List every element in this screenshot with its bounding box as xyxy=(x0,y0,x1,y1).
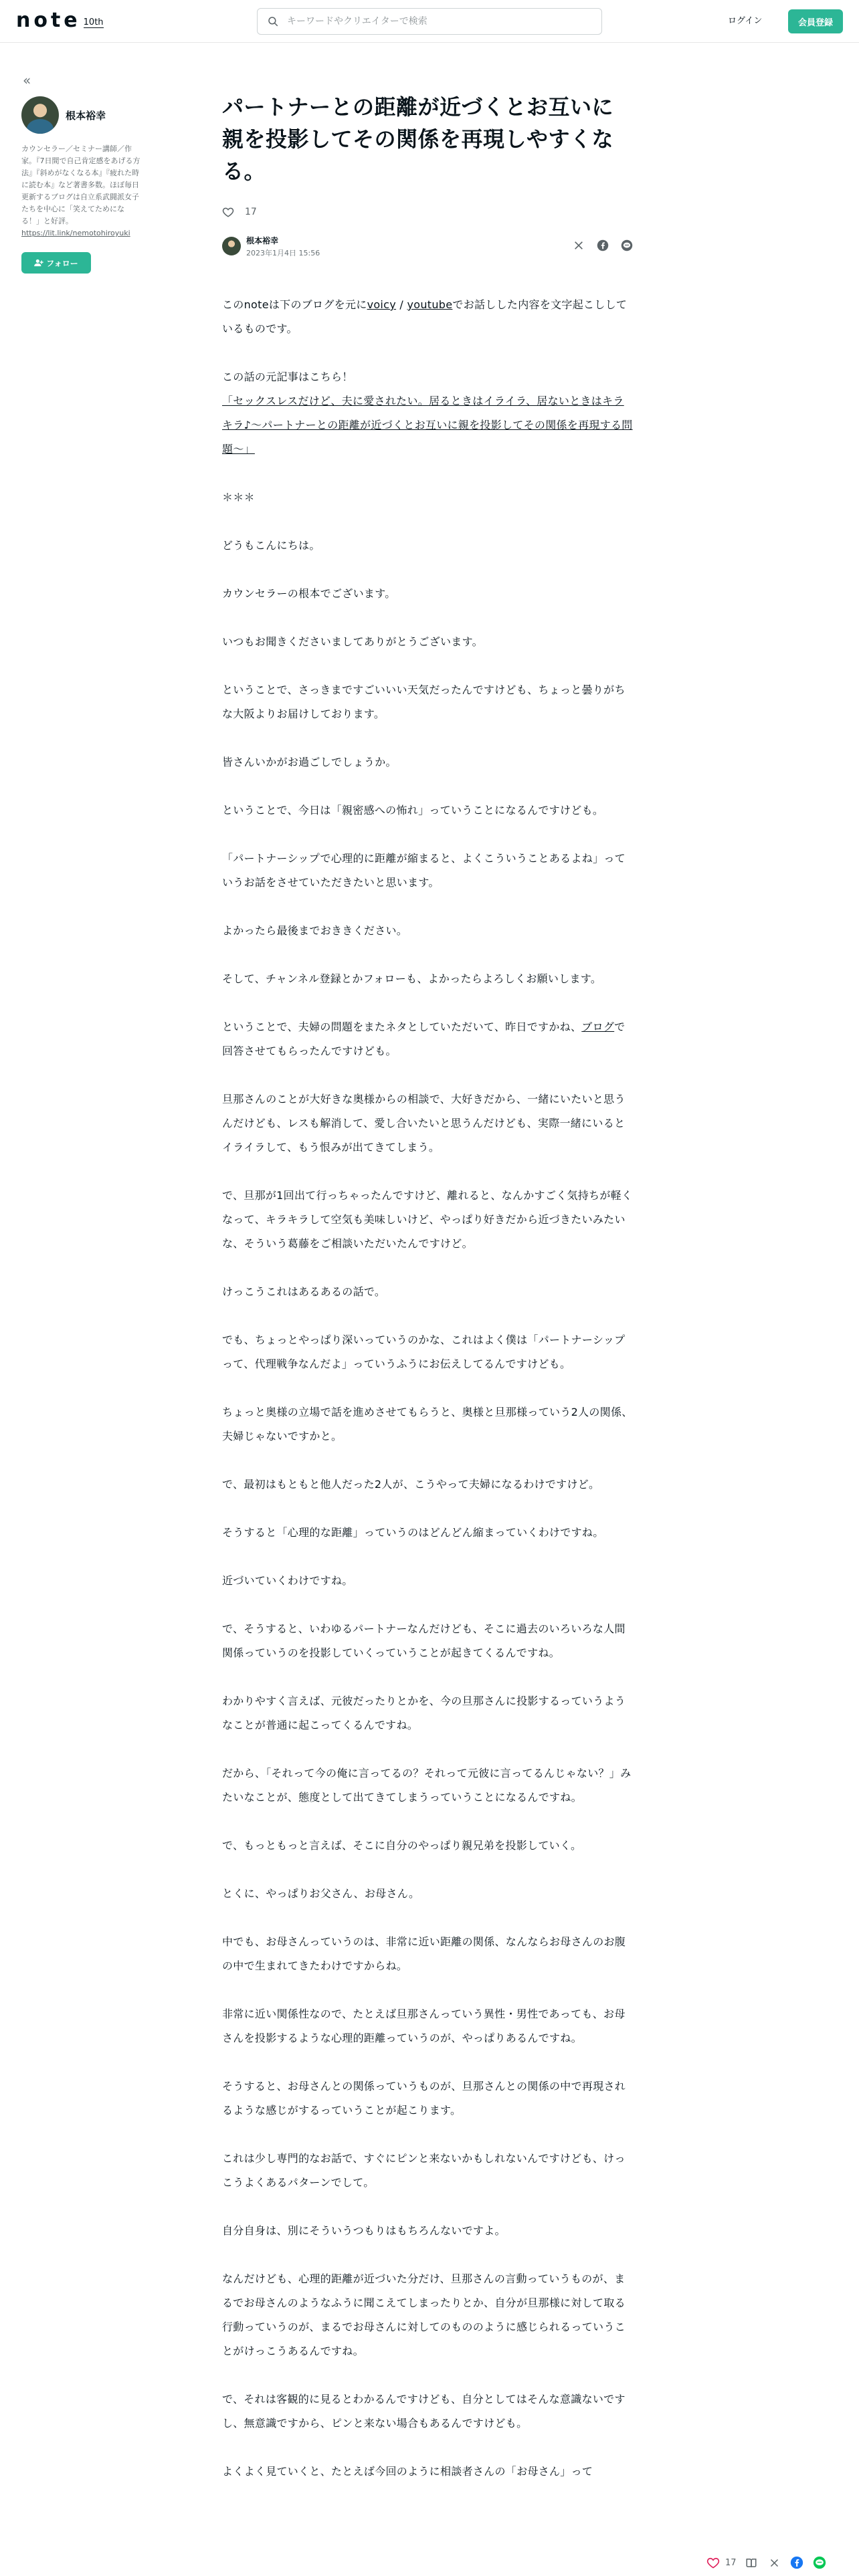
paragraph: ＊＊＊ xyxy=(222,491,255,504)
paragraph: そうすると、お母さんとの関係っていうものが、旦那さんとの関係の中で再現されるような感じがするっていうことが起こります。 xyxy=(222,2080,626,2117)
meta-author-avatar[interactable] xyxy=(222,237,241,255)
share-buttons xyxy=(571,238,634,253)
x-share-icon[interactable] xyxy=(571,238,586,253)
paragraph: これは少し専門的なお話で、すぐにピンと来ないかもしれないんですけども、けっこうよくあるパターンでして。 xyxy=(222,2152,626,2189)
paragraph: このnoteは下のブログを元にvoicy / youtubeでお話しした内容を文字起こししているものです。 xyxy=(222,298,628,335)
search-box[interactable] xyxy=(257,8,602,35)
bottom-line-share-icon[interactable] xyxy=(812,2555,827,2570)
paragraph: 旦那さんのことが大好きな奥様からの相談で、大好きだから、一緒にいたいと思うんだけども、レスも解消して、愛し合いたいと思うんだけども、実際一緒にいるとイライラして、もう恨みが出てきてしまう。 xyxy=(222,1093,626,1154)
paragraph: だから、「それって今の俺に言ってるの？それって元彼に言ってるんじゃない？」みたいなことが、態度として出てきてしまうっていうことになるんですね。 xyxy=(222,1767,632,1804)
paragraph: わかりやすく言えば、元彼だったりとかを、今の旦那さんに投影するっていうようなことが普通に起こってくるんですね。 xyxy=(222,1695,626,1731)
paragraph: そして、チャンネル登録とかフォローも、よかったらよろしくお願いします。 xyxy=(222,972,602,985)
author-sidebar xyxy=(21,72,142,274)
paragraph: で、もっともっと言えば、そこに自分のやっぱり親兄弟を投影していく。 xyxy=(222,1839,582,1852)
paragraph: この話の元記事はこちら！ 「セックスレスだけど、夫に愛されたい。居るときはイライラ、居ないときはキラキラ♪〜パートナーとの距離が近づくとお互いに親を投影してその関係を再現する問題〜」 xyxy=(222,370,633,455)
bottom-like-count: 17 xyxy=(725,2557,737,2568)
original-article-link[interactable]: 「セックスレスだけど、夫に愛されたい。居るときはイライラ、居ないときはキラキラ♪〜パートナーとの距離が近づくとお互いに親を投影してその関係を再現する問題〜」 xyxy=(222,395,633,455)
paragraph: そうすると「心理的な距離」っていうのはどんどん縮まっていくわけですね。 xyxy=(222,1526,604,1539)
paragraph: ということで、夫婦の問題をまたネタとしていただいて、昨日ですかね、ブログで回答させてもらったんですけども。 xyxy=(222,1021,626,1057)
paragraph: けっこうこれはあるあるの話で。 xyxy=(222,1285,386,1298)
like-area[interactable] xyxy=(222,206,634,218)
bottom-action-bar xyxy=(0,2549,859,2576)
paragraph: 中でも、お母さんっていうのは、非常に近い距離の関係、なんならお母さんのお腹の中で生まれてきたわけですからね。 xyxy=(222,1935,626,1972)
paragraph: ということで、さっきまですごいいい天気だったんですけども、ちょっと曇りがちな大阪よりお届けしております。 xyxy=(222,683,626,720)
like-count: 17 xyxy=(245,207,257,217)
paragraph: 非常に近い関係性なので、たとえば旦那さんっていう異性・男性であっても、お母さんを投影するような心理的距離っていうのが、やっぱりあるんですね。 xyxy=(222,2008,626,2044)
author-profile[interactable] xyxy=(21,96,142,134)
search-icon xyxy=(267,15,279,27)
logo-text: note xyxy=(16,9,81,32)
paragraph: で、それは客観的に見るとわかるんですけども、自分としてはそんな意識ないですし、無意識ですから、ピンと来ない場合もあるんですけども。 xyxy=(222,2393,626,2430)
heart-icon[interactable] xyxy=(222,206,234,218)
paragraph: ちょっと奥様の立場で話を進めさせてもらうと、奥様と旦那様っていう2人の関係、夫婦じゃないですかと。 xyxy=(222,1406,633,1442)
blog-link[interactable]: ブログ xyxy=(581,1021,615,1033)
bottom-heart-icon[interactable] xyxy=(706,2556,720,2569)
follow-button[interactable] xyxy=(21,252,91,274)
publish-date: 2023年1月4日 15:56 xyxy=(246,248,320,257)
voicy-link[interactable]: voicy xyxy=(367,298,397,311)
line-share-icon[interactable] xyxy=(619,238,634,253)
paragraph: どうもこんにちは。 xyxy=(222,539,320,552)
paragraph: よかったら最後までおききください。 xyxy=(222,924,408,937)
login-link[interactable]: ログイン xyxy=(728,16,763,26)
bottom-x-share-icon[interactable] xyxy=(767,2555,781,2570)
note-logo[interactable] xyxy=(16,11,104,31)
facebook-share-icon[interactable] xyxy=(595,238,610,253)
paragraph: とくに、やっぱりお父さん、お母さん。 xyxy=(222,1887,420,1900)
paragraph: で、最初はもともと他人だった2人が、こうやって夫婦になるわけですけど。 xyxy=(222,1478,600,1491)
paragraph: でも、ちょっとやっぱり深いっていうのかな、これはよく僕は「パートナーシップって、代理戦争なんだよ」っていうふうにお伝えしてるんですけども。 xyxy=(222,1333,626,1370)
paragraph: ということで、今日は「親密感への怖れ」っていうことになるんですけども。 xyxy=(222,804,604,817)
meta-text xyxy=(246,235,320,258)
author-link[interactable]: https://lit.link/nemotohiroyuki xyxy=(21,229,130,237)
article-meta xyxy=(222,233,634,259)
paragraph: 皆さんいかがお過ごしでしょうか。 xyxy=(222,756,397,768)
meta-author-name[interactable]: 根本裕幸 xyxy=(246,235,279,245)
paragraph: で、旦那が1回出て行っちゃったんですけど、離れると、なんかすごく気持ちが軽くなって、キラキラして空気も美味しいけど、やっぱり好きだから近づきたいみたいな、そういう葛藤をご相談いただいたんですけど。 xyxy=(222,1189,633,1250)
paragraph: 「パートナーシップで心理的に距離が縮まると、よくこういうことあるよね」っていうお話をさせていただきたいと思います。 xyxy=(222,852,626,889)
article-title: パートナーとの距離が近づくとお互いに親を投影してその関係を再現しやすくなる。 xyxy=(222,94,614,184)
signup-button[interactable]: 会員登録 xyxy=(788,9,843,33)
author-bio: カウンセラー／セミナー講師／作家。『7日間で自己肯定感をあげる方法』『斜めがなくなる本』『疲れた時に読む本』など著書多数。ほぼ毎日更新するブログは自立系武闘派女子たちを中心に「笑えてためになる！」と好評。 xyxy=(21,144,140,225)
bottom-like[interactable] xyxy=(706,2556,737,2569)
logo-anniversary: 10th xyxy=(83,17,104,27)
site-header xyxy=(0,0,859,43)
paragraph: カウンセラーの根本でございます。 xyxy=(222,587,396,600)
paragraph: よくよく見ていくと、たとえば今回のように相談者さんの「お母さん」って xyxy=(222,2465,593,2478)
bottom-share-icons xyxy=(744,2555,827,2570)
magazine-icon[interactable] xyxy=(744,2555,759,2570)
follow-label: フォロー xyxy=(46,258,78,268)
author-name[interactable]: 根本裕幸 xyxy=(66,109,106,122)
search-input[interactable] xyxy=(287,16,581,27)
paragraph: で、そうすると、いわゆるパートナーなんだけども、そこに過去のいろいろな人間関係っていうのを投影していくっていうことが起きてくるんですね。 xyxy=(222,1622,626,1659)
paragraph: 自分自身は、別にそういうつもりはもちろんないですよ。 xyxy=(222,2224,506,2237)
youtube-link[interactable]: youtube xyxy=(407,298,453,311)
paragraph: いつもお聞きくださいましてありがとうございます。 xyxy=(222,635,483,648)
collapse-sidebar-icon[interactable]: « xyxy=(23,72,31,88)
person-add-icon xyxy=(34,259,43,267)
article xyxy=(222,91,634,2508)
bottom-facebook-share-icon[interactable] xyxy=(789,2555,804,2570)
author-avatar[interactable] xyxy=(21,96,59,134)
article-body xyxy=(222,293,634,2484)
paragraph: 近づいていくわけですね。 xyxy=(222,1574,353,1587)
paragraph: なんだけども、心理的距離が近づいた分だけ、旦那さんの言動っていうものが、まるでお母さんのようなふうに聞こえてしまったりとか、自分が旦那様に対して取る行動っていうのが、まるでお母さんに対してのもののように感じられるっていうことがけっこうあるんですね。 xyxy=(222,2272,626,2357)
